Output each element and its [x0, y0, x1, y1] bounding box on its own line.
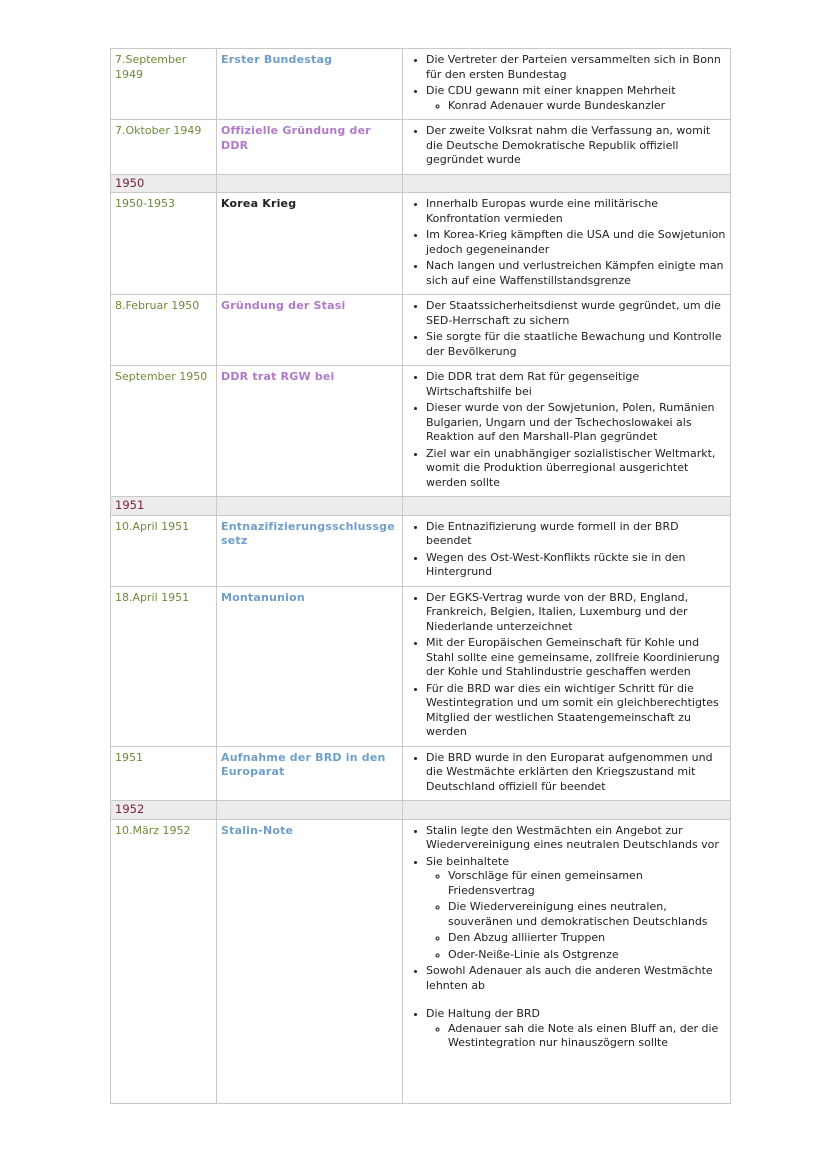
- date-cell: [111, 746, 217, 801]
- event-date: 10.März 1952: [115, 823, 191, 837]
- bullet-list: [413, 299, 726, 359]
- event-title: Aufnahme der BRD in den Europarat: [221, 750, 386, 778]
- date-cell: [111, 819, 217, 1103]
- list-item: • Der zweite Volksrat nahm die Verfassung an, womit die Deutsche Demokratische Republik offiziell gegründet wurde: [426, 124, 726, 168]
- list-item: • Innerhalb Europas wurde eine militärische Konfrontation vermieden: [426, 197, 726, 226]
- table-row: [111, 366, 731, 497]
- bullet-list: [413, 591, 726, 740]
- timeline-sheet: [110, 48, 730, 1104]
- description-cell: [403, 586, 731, 746]
- bullet-list: [413, 824, 726, 1051]
- list-item: ◦ Den Abzug alliierter Truppen: [448, 931, 726, 946]
- table-row: [111, 586, 731, 746]
- bullet-list: [413, 124, 726, 168]
- year-cell: [111, 174, 217, 193]
- event-date: 7.September 1949: [115, 53, 187, 81]
- event-date: 18.April 1951: [115, 590, 190, 604]
- event-cell: [217, 193, 403, 295]
- list-item: • Die BRD wurde in den Europarat aufgenommen und die Westmächte erklärten den Kriegszustand mit Deutschland offiziell für beendet: [426, 751, 726, 795]
- list-item: ◦ Konrad Adenauer wurde Bundeskanzler: [448, 99, 726, 114]
- year-cell: [111, 801, 217, 820]
- list-item: • Die Haltung der BRD ◦ Adenauer sah die Note als einen Bluff an, der die Westintegration nur hinauszögern sollte: [426, 1007, 726, 1051]
- year-label: 1951: [115, 498, 145, 512]
- date-cell: [111, 193, 217, 295]
- table-row: [111, 193, 731, 295]
- bullet-list: [413, 370, 726, 490]
- list-item: • Der Staatssicherheitsdienst wurde gegründet, um die SED-Herrschaft zu sichern: [426, 299, 726, 328]
- year-label: 1952: [115, 802, 145, 816]
- timeline-table: [110, 48, 731, 1104]
- list-item: • Wegen des Ost-West-Konflikts rückte sie in den Hintergrund: [426, 551, 726, 580]
- list-item: • Sie beinhaltete ◦ Vorschläge für einen gemeinsamen Friedensvertrag ◦ Die Wiedervereinigung eines neutralen, souveränen und demokratischen Deutschlands ◦ Den Abzug alliierter Truppen ◦ Oder-Neiße-Linie als Ostgrenze: [426, 855, 726, 963]
- event-date: 7.Oktober 1949: [115, 124, 202, 137]
- event-title: Stalin-Note: [221, 823, 294, 837]
- list-item: • Die DDR trat dem Rat für gegenseitige Wirtschaftshilfe bei: [426, 370, 726, 399]
- bullet-list: [413, 520, 726, 580]
- description-cell: [403, 819, 731, 1103]
- list-item: • Die CDU gewann mit einer knappen Mehrheit ◦ Konrad Adenauer wurde Bundeskanzler: [426, 84, 726, 113]
- event-cell: [217, 746, 403, 801]
- list-item: • Die Entnazifizierung wurde formell in der BRD beendet: [426, 520, 726, 549]
- description-cell: [403, 193, 731, 295]
- list-item: ◦ Oder-Neiße-Linie als Ostgrenze: [448, 948, 726, 963]
- date-cell: [111, 586, 217, 746]
- table-row: [111, 515, 731, 586]
- description-cell: [403, 120, 731, 175]
- event-title: DDR trat RGW bei: [221, 370, 335, 383]
- event-cell: [217, 295, 403, 366]
- bullet-list: [413, 197, 726, 288]
- nested-bullet-list: [426, 869, 726, 962]
- table-row: [111, 746, 731, 801]
- date-cell: [111, 120, 217, 175]
- event-cell: [217, 515, 403, 586]
- bullet-list: [413, 751, 726, 795]
- list-item: ◦ Adenauer sah die Note als einen Bluff an, der die Westintegration nur hinauszögern sollte: [448, 1022, 726, 1051]
- event-date: 1950-1953: [115, 197, 175, 210]
- date-cell: [111, 515, 217, 586]
- event-date: 8.Februar 1950: [115, 299, 200, 312]
- list-item: • Dieser wurde von der Sowjetunion, Polen, Rumänien Bulgarien, Ungarn und der Tschechoslowakei als Reaktion auf den Marshall-Plan gegründet: [426, 401, 726, 445]
- event-title: Entnazifizierungsschlussgesetz: [221, 519, 395, 547]
- list-item: • Mit der Europäischen Gemeinschaft für Kohle und Stahl sollte eine gemeinsame, zollfreie Koordinierung der Kohle und Stahlindustrie geschaffen werden: [426, 636, 726, 680]
- description-cell: [403, 49, 731, 120]
- nested-bullet-list: [426, 99, 726, 114]
- event-cell: [217, 586, 403, 746]
- event-title: Offizielle Gründung der DDR: [221, 124, 371, 152]
- description-cell: [403, 515, 731, 586]
- description-cell: [403, 746, 731, 801]
- event-cell: [217, 366, 403, 497]
- date-cell: [111, 295, 217, 366]
- event-cell: [217, 49, 403, 120]
- bullet-list: [413, 53, 726, 113]
- event-title: Montanunion: [221, 590, 305, 604]
- year-cell: [111, 497, 217, 516]
- table-row: [111, 295, 731, 366]
- table-row: [111, 819, 731, 1103]
- event-title: Erster Bundestag: [221, 53, 333, 66]
- list-item: • Nach langen und verlustreichen Kämpfen einigte man sich auf eine Waffenstillstandsgrenze: [426, 259, 726, 288]
- table-row: [111, 49, 731, 120]
- list-item: • Der EGKS-Vertrag wurde von der BRD, England, Frankreich, Belgien, Italien, Luxemburg und der Niederlande unterzeichnet: [426, 591, 726, 635]
- year-row: [111, 497, 731, 516]
- description-cell: [403, 366, 731, 497]
- list-item: • Ziel war ein unabhängiger sozialistischer Weltmarkt, womit die Produktion überregional ausgerichtet werden sollte: [426, 447, 726, 491]
- year-row: [111, 801, 731, 820]
- list-item: ◦ Die Wiedervereinigung eines neutralen, souveränen und demokratischen Deutschlands: [448, 900, 726, 929]
- event-title: Korea Krieg: [221, 197, 297, 210]
- list-item: • Im Korea-Krieg kämpften die USA und die Sowjetunion jedoch gegeneinander: [426, 228, 726, 257]
- event-date: 10.April 1951: [115, 519, 190, 533]
- list-item: • Sowohl Adenauer als auch die anderen Westmächte lehnten ab: [426, 964, 726, 993]
- event-cell: [217, 120, 403, 175]
- year-row: [111, 174, 731, 193]
- date-cell: [111, 366, 217, 497]
- nested-bullet-list: [426, 1022, 726, 1051]
- list-item: • Die Vertreter der Parteien versammelten sich in Bonn für den ersten Bundestag: [426, 53, 726, 82]
- date-cell: [111, 49, 217, 120]
- description-cell: [403, 295, 731, 366]
- list-item: • Sie sorgte für die staatliche Bewachung und Kontrolle der Bevölkerung: [426, 330, 726, 359]
- year-label: 1950: [115, 175, 145, 190]
- list-item: • Stalin legte den Westmächten ein Angebot zur Wiedervereinigung eines neutralen Deutschlands vor: [426, 824, 726, 853]
- event-title: Gründung der Stasi: [221, 299, 346, 312]
- table-row: [111, 120, 731, 175]
- list-item: • Für die BRD war dies ein wichtiger Schritt für die Westintegration und um somit ein gleichberechtigtes Mitglied der westlichen Staatengemeinschaft zu werden: [426, 682, 726, 740]
- event-date: 1951: [115, 750, 143, 764]
- event-cell: [217, 819, 403, 1103]
- list-item: ◦ Vorschläge für einen gemeinsamen Friedensvertrag: [448, 869, 726, 898]
- event-date: September 1950: [115, 370, 208, 383]
